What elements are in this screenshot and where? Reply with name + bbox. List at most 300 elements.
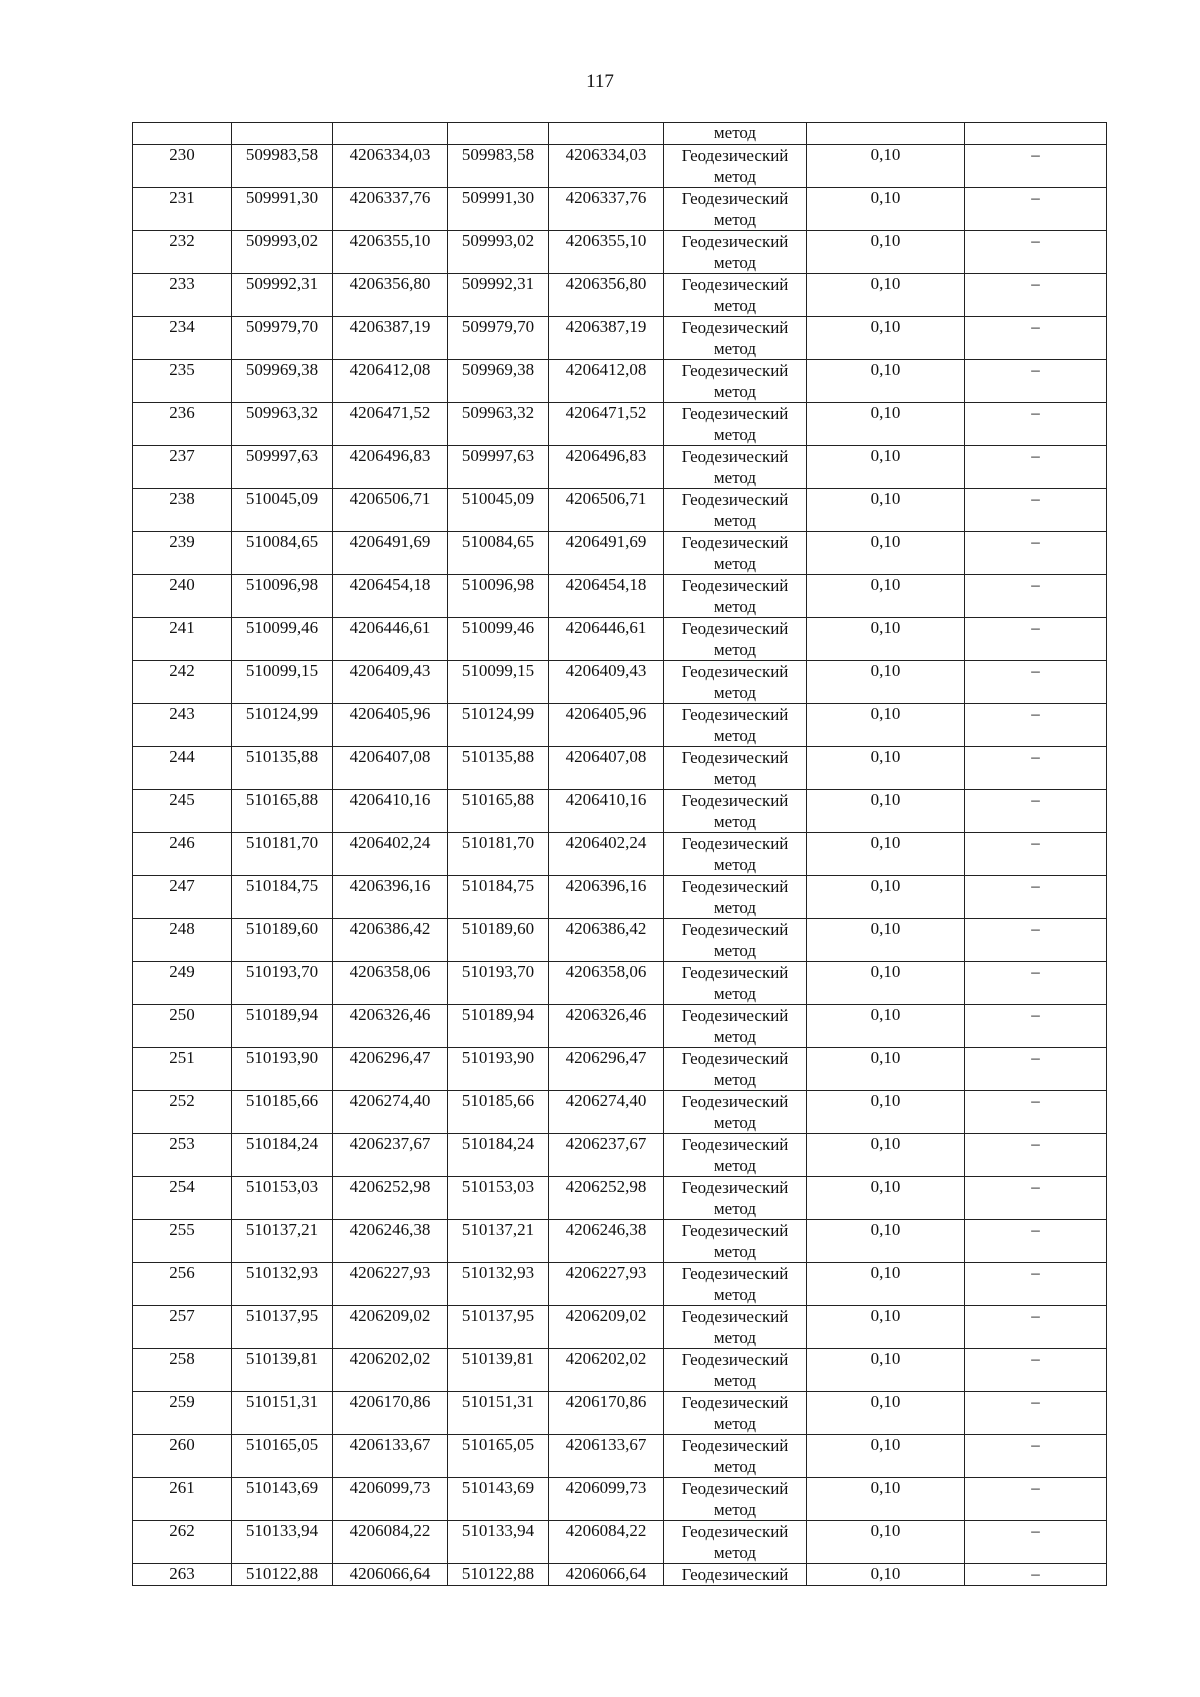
x-coordinate-cell: 510124,99: [232, 704, 333, 747]
table-row: [133, 1048, 1107, 1091]
point-number-cell: 255: [133, 1220, 232, 1263]
method-label-line2: метод: [713, 339, 757, 358]
note-cell: –: [965, 1134, 1107, 1177]
y-coordinate-new-cell: 4206386,42: [549, 919, 664, 962]
note-cell: –: [965, 618, 1107, 661]
y-coordinate-cell: 4206386,42: [333, 919, 448, 962]
table-row: [133, 747, 1107, 790]
x-coordinate-new-cell: 510135,88: [448, 747, 549, 790]
method-label-line1: Геодезический: [681, 404, 789, 423]
method-label-line1: Геодезический: [681, 275, 789, 294]
x-coordinate-cell: 510193,70: [232, 962, 333, 1005]
method-label-line1: Геодезический: [681, 791, 789, 810]
method-label-line1: Геодезический: [681, 1092, 789, 1111]
note-cell: –: [965, 575, 1107, 618]
accuracy-cell: 0,10: [807, 489, 965, 532]
note-cell: –: [965, 231, 1107, 274]
method-label-line2: метод: [713, 683, 757, 702]
method-cell: [664, 489, 807, 532]
point-number-cell: 241: [133, 618, 232, 661]
accuracy-cell: 0,10: [807, 1521, 965, 1564]
method-label-line2: метод: [713, 554, 757, 573]
x-coordinate-new-cell: 510124,99: [448, 704, 549, 747]
note-cell: –: [965, 1220, 1107, 1263]
x-coordinate-cell: 510099,46: [232, 618, 333, 661]
point-number-cell: 235: [133, 360, 232, 403]
method-label-line1: Геодезический: [681, 490, 789, 509]
x-coordinate-cell: 509963,32: [232, 403, 333, 446]
y-coordinate-cell: 4206084,22: [333, 1521, 448, 1564]
table-row: [133, 1263, 1107, 1306]
x-coordinate-cell: 510096,98: [232, 575, 333, 618]
table-row: [133, 618, 1107, 661]
method-label-line2: метод: [713, 296, 757, 315]
method-label-line1: Геодезический: [681, 1006, 789, 1025]
y-coordinate-cell: 4206296,47: [333, 1048, 448, 1091]
y-coordinate-new-cell: 4206407,08: [549, 747, 664, 790]
method-label-line2: метод: [713, 1199, 757, 1218]
y-coordinate-cell: 4206099,73: [333, 1478, 448, 1521]
y-coordinate-new-cell: 4206337,76: [549, 188, 664, 231]
y-coordinate-cell: 4206133,67: [333, 1435, 448, 1478]
method-label-line2: метод: [713, 898, 757, 917]
method-cell: [664, 1349, 807, 1392]
accuracy-cell: 0,10: [807, 360, 965, 403]
note-cell: –: [965, 1048, 1107, 1091]
note-cell: –: [965, 1564, 1107, 1586]
y-coordinate-new-cell: 4206133,67: [549, 1435, 664, 1478]
x-coordinate-new-cell: 510184,75: [448, 876, 549, 919]
x-coordinate-cell: 510181,70: [232, 833, 333, 876]
y-coordinate-new-cell: 4206405,96: [549, 704, 664, 747]
method-label-line2: метод: [713, 640, 757, 659]
y-coordinate-cell: 4206491,69: [333, 532, 448, 575]
accuracy-cell: 0,10: [807, 532, 965, 575]
note-cell: –: [965, 1349, 1107, 1392]
method-label-line2: метод: [713, 812, 757, 831]
accuracy-cell: 0,10: [807, 919, 965, 962]
accuracy-cell: 0,10: [807, 188, 965, 231]
method-cell: [664, 1564, 807, 1586]
accuracy-cell: 0,10: [807, 1306, 965, 1349]
x-coordinate-cell: 510185,66: [232, 1091, 333, 1134]
note-cell: –: [965, 274, 1107, 317]
method-cell: [664, 1048, 807, 1091]
point-number-cell: 249: [133, 962, 232, 1005]
table-row: [133, 1091, 1107, 1134]
table-row: [133, 1220, 1107, 1263]
accuracy-cell: 0,10: [807, 1005, 965, 1048]
x-coordinate-cell: 509983,58: [232, 145, 333, 188]
x-coordinate-new-cell: 510165,88: [448, 790, 549, 833]
y-coordinate-cell: 4206356,80: [333, 274, 448, 317]
method-label-line2: метод: [713, 511, 757, 530]
continuation-method-cell: метод: [664, 123, 807, 145]
table-row: [133, 1306, 1107, 1349]
method-cell: [664, 1134, 807, 1177]
accuracy-cell: 0,10: [807, 1177, 965, 1220]
point-number-cell: 258: [133, 1349, 232, 1392]
accuracy-cell: 0,10: [807, 1220, 965, 1263]
method-label-line1: Геодезический: [681, 1479, 789, 1498]
method-label-line1: Геодезический: [681, 834, 789, 853]
x-coordinate-new-cell: 510189,94: [448, 1005, 549, 1048]
accuracy-cell: 0,10: [807, 661, 965, 704]
y-coordinate-cell: 4206246,38: [333, 1220, 448, 1263]
method-label-line2: метод: [713, 597, 757, 616]
point-number-cell: 236: [133, 403, 232, 446]
y-coordinate-cell: 4206396,16: [333, 876, 448, 919]
y-coordinate-cell: 4206358,06: [333, 962, 448, 1005]
method-label-line2: метод: [713, 855, 757, 874]
x-coordinate-cell: 510139,81: [232, 1349, 333, 1392]
x-coordinate-new-cell: 510151,31: [448, 1392, 549, 1435]
table-row: [133, 1392, 1107, 1435]
table-row: [133, 1349, 1107, 1392]
accuracy-cell: 0,10: [807, 231, 965, 274]
method-cell: [664, 1005, 807, 1048]
method-cell: [664, 962, 807, 1005]
accuracy-cell: 0,10: [807, 403, 965, 446]
note-cell: –: [965, 1392, 1107, 1435]
table-body: [133, 123, 1107, 1586]
y-coordinate-new-cell: 4206227,93: [549, 1263, 664, 1306]
point-number-cell: 245: [133, 790, 232, 833]
table-row: [133, 1478, 1107, 1521]
table-row: [133, 1564, 1107, 1586]
accuracy-cell: 0,10: [807, 704, 965, 747]
point-number-cell: 247: [133, 876, 232, 919]
y-coordinate-new-cell: 4206356,80: [549, 274, 664, 317]
table-row: [133, 145, 1107, 188]
y-coordinate-cell: 4206409,43: [333, 661, 448, 704]
method-label-line2: метод: [713, 1070, 757, 1089]
table-row: [133, 1435, 1107, 1478]
accuracy-cell: 0,10: [807, 1435, 965, 1478]
x-coordinate-new-cell: 510143,69: [448, 1478, 549, 1521]
note-cell: –: [965, 962, 1107, 1005]
x-coordinate-cell: 510137,95: [232, 1306, 333, 1349]
method-cell: [664, 188, 807, 231]
x-coordinate-cell: 510137,21: [232, 1220, 333, 1263]
accuracy-cell: 0,10: [807, 790, 965, 833]
method-label-line1: Геодезический: [681, 447, 789, 466]
method-label-line1: Геодезический: [681, 189, 789, 208]
note-cell: –: [965, 1263, 1107, 1306]
point-number-cell: 238: [133, 489, 232, 532]
x-coordinate-cell: 510143,69: [232, 1478, 333, 1521]
x-coordinate-new-cell: 510084,65: [448, 532, 549, 575]
continuation-row: [133, 123, 1107, 145]
method-label-line1: Геодезический: [681, 361, 789, 380]
accuracy-cell: 0,10: [807, 575, 965, 618]
x-coordinate-cell: 510122,88: [232, 1564, 333, 1586]
x-coordinate-new-cell: 510045,09: [448, 489, 549, 532]
x-coordinate-cell: 509993,02: [232, 231, 333, 274]
x-coordinate-new-cell: 510165,05: [448, 1435, 549, 1478]
method-label-line2: метод: [713, 167, 757, 186]
y-coordinate-new-cell: 4206396,16: [549, 876, 664, 919]
y-coordinate-new-cell: 4206409,43: [549, 661, 664, 704]
point-number-cell: 262: [133, 1521, 232, 1564]
point-number-cell: 232: [133, 231, 232, 274]
y-coordinate-new-cell: 4206387,19: [549, 317, 664, 360]
method-label-line1: Геодезический: [681, 1221, 789, 1240]
method-label-line1: Геодезический: [681, 662, 789, 681]
x-coordinate-new-cell: 510096,98: [448, 575, 549, 618]
note-cell: –: [965, 489, 1107, 532]
y-coordinate-new-cell: 4206066,64: [549, 1564, 664, 1586]
method-label-line2: метод: [713, 1543, 757, 1562]
x-coordinate-cell: 510165,05: [232, 1435, 333, 1478]
method-label-line2: метод: [713, 1285, 757, 1304]
method-label-line1: Геодезический: [681, 146, 789, 165]
method-label-line1: Геодезический: [681, 1565, 789, 1584]
method-label-line1: Геодезический: [681, 1264, 789, 1283]
method-label-line2: метод: [713, 1457, 757, 1476]
point-number-cell: 252: [133, 1091, 232, 1134]
table-row: [133, 661, 1107, 704]
table-row: [133, 188, 1107, 231]
point-number-cell: 242: [133, 661, 232, 704]
y-coordinate-cell: 4206334,03: [333, 145, 448, 188]
point-number-cell: 231: [133, 188, 232, 231]
note-cell: –: [965, 747, 1107, 790]
note-cell: –: [965, 145, 1107, 188]
method-label-line1: Геодезический: [681, 1350, 789, 1369]
x-coordinate-new-cell: 510193,90: [448, 1048, 549, 1091]
method-cell: [664, 360, 807, 403]
table-row: [133, 790, 1107, 833]
method-cell: [664, 575, 807, 618]
method-label-line2: метод: [713, 769, 757, 788]
method-cell: [664, 919, 807, 962]
method-cell: [664, 618, 807, 661]
note-cell: –: [965, 1091, 1107, 1134]
coordinates-table: [132, 122, 1107, 1586]
y-coordinate-new-cell: 4206084,22: [549, 1521, 664, 1564]
accuracy-cell: 0,10: [807, 1091, 965, 1134]
method-label-line2: метод: [713, 1242, 757, 1261]
table-row: [133, 317, 1107, 360]
accuracy-cell: 0,10: [807, 1048, 965, 1091]
point-number-cell: 256: [133, 1263, 232, 1306]
method-label-line2: метод: [713, 941, 757, 960]
y-coordinate-new-cell: 4206471,52: [549, 403, 664, 446]
x-coordinate-new-cell: 510137,95: [448, 1306, 549, 1349]
method-cell: [664, 1263, 807, 1306]
note-cell: –: [965, 403, 1107, 446]
table-row: [133, 1005, 1107, 1048]
x-coordinate-cell: 510153,03: [232, 1177, 333, 1220]
note-cell: –: [965, 532, 1107, 575]
accuracy-cell: 0,10: [807, 1478, 965, 1521]
method-label-line1: Геодезический: [681, 920, 789, 939]
method-label-line2: метод: [713, 468, 757, 487]
x-coordinate-new-cell: 510139,81: [448, 1349, 549, 1392]
y-coordinate-new-cell: 4206099,73: [549, 1478, 664, 1521]
method-cell: [664, 1521, 807, 1564]
method-label-line2: метод: [713, 984, 757, 1003]
point-number-cell: 237: [133, 446, 232, 489]
y-coordinate-cell: 4206402,24: [333, 833, 448, 876]
x-coordinate-new-cell: 509993,02: [448, 231, 549, 274]
x-coordinate-cell: 509969,38: [232, 360, 333, 403]
x-coordinate-new-cell: 509979,70: [448, 317, 549, 360]
y-coordinate-new-cell: 4206355,10: [549, 231, 664, 274]
method-label-line1: Геодезический: [681, 748, 789, 767]
x-coordinate-new-cell: 510122,88: [448, 1564, 549, 1586]
method-label-line2: метод: [713, 253, 757, 272]
method-cell: [664, 833, 807, 876]
table-row: [133, 231, 1107, 274]
point-number-cell: 233: [133, 274, 232, 317]
method-label-line2: метод: [713, 210, 757, 229]
x-coordinate-new-cell: 509997,63: [448, 446, 549, 489]
y-coordinate-new-cell: 4206296,47: [549, 1048, 664, 1091]
x-coordinate-cell: 510189,60: [232, 919, 333, 962]
note-cell: –: [965, 1521, 1107, 1564]
x-coordinate-new-cell: 509991,30: [448, 188, 549, 231]
method-cell: [664, 790, 807, 833]
x-coordinate-cell: 510165,88: [232, 790, 333, 833]
y-coordinate-new-cell: 4206410,16: [549, 790, 664, 833]
method-label-line1: Геодезический: [681, 705, 789, 724]
method-cell: [664, 231, 807, 274]
point-number-cell: 263: [133, 1564, 232, 1586]
method-label-line1: Геодезический: [681, 1522, 789, 1541]
x-coordinate-new-cell: 510137,21: [448, 1220, 549, 1263]
point-number-cell: 261: [133, 1478, 232, 1521]
method-label-line1: Геодезический: [681, 877, 789, 896]
table-row: [133, 1134, 1107, 1177]
x-coordinate-new-cell: 510184,24: [448, 1134, 549, 1177]
point-number-cell: 246: [133, 833, 232, 876]
y-coordinate-cell: 4206471,52: [333, 403, 448, 446]
note-cell: –: [965, 790, 1107, 833]
accuracy-cell: 0,10: [807, 618, 965, 661]
y-coordinate-cell: 4206410,16: [333, 790, 448, 833]
y-coordinate-cell: 4206454,18: [333, 575, 448, 618]
note-cell: –: [965, 317, 1107, 360]
method-cell: [664, 1177, 807, 1220]
x-coordinate-new-cell: 509992,31: [448, 274, 549, 317]
x-coordinate-cell: 509997,63: [232, 446, 333, 489]
x-coordinate-new-cell: 510185,66: [448, 1091, 549, 1134]
y-coordinate-cell: 4206066,64: [333, 1564, 448, 1586]
point-number-cell: 251: [133, 1048, 232, 1091]
method-cell: [664, 704, 807, 747]
table-row: [133, 704, 1107, 747]
x-coordinate-new-cell: 509963,32: [448, 403, 549, 446]
note-cell: –: [965, 661, 1107, 704]
method-label-line1: Геодезический: [681, 1049, 789, 1068]
table-row: [133, 446, 1107, 489]
y-coordinate-cell: 4206274,40: [333, 1091, 448, 1134]
y-coordinate-new-cell: 4206446,61: [549, 618, 664, 661]
point-number-cell: 253: [133, 1134, 232, 1177]
table-row: [133, 403, 1107, 446]
note-cell: –: [965, 1478, 1107, 1521]
table-row: [133, 876, 1107, 919]
method-label-line2: метод: [713, 1027, 757, 1046]
y-coordinate-cell: 4206252,98: [333, 1177, 448, 1220]
method-label-line2: метод: [713, 425, 757, 444]
method-cell: [664, 1435, 807, 1478]
x-coordinate-new-cell: 510099,46: [448, 618, 549, 661]
y-coordinate-cell: 4206496,83: [333, 446, 448, 489]
accuracy-cell: 0,10: [807, 1392, 965, 1435]
x-coordinate-cell: 510184,75: [232, 876, 333, 919]
method-cell: [664, 1220, 807, 1263]
y-coordinate-new-cell: 4206358,06: [549, 962, 664, 1005]
method-label-line2: метод: [713, 1371, 757, 1390]
x-coordinate-cell: 510184,24: [232, 1134, 333, 1177]
method-label-line2: метод: [713, 1113, 757, 1132]
y-coordinate-cell: 4206237,67: [333, 1134, 448, 1177]
y-coordinate-cell: 4206446,61: [333, 618, 448, 661]
x-coordinate-new-cell: 509969,38: [448, 360, 549, 403]
point-number-cell: 240: [133, 575, 232, 618]
method-label-line1: Геодезический: [681, 232, 789, 251]
y-coordinate-cell: 4206412,08: [333, 360, 448, 403]
x-coordinate-new-cell: 510099,15: [448, 661, 549, 704]
y-coordinate-new-cell: 4206496,83: [549, 446, 664, 489]
y-coordinate-cell: 4206337,76: [333, 188, 448, 231]
method-cell: [664, 532, 807, 575]
x-coordinate-new-cell: 510189,60: [448, 919, 549, 962]
y-coordinate-cell: 4206506,71: [333, 489, 448, 532]
y-coordinate-cell: 4206355,10: [333, 231, 448, 274]
x-coordinate-cell: 509992,31: [232, 274, 333, 317]
x-coordinate-new-cell: 510193,70: [448, 962, 549, 1005]
point-number-cell: 259: [133, 1392, 232, 1435]
accuracy-cell: 0,10: [807, 317, 965, 360]
note-cell: –: [965, 446, 1107, 489]
method-cell: [664, 446, 807, 489]
method-cell: [664, 1478, 807, 1521]
method-label-line1: Геодезический: [681, 533, 789, 552]
table-row: [133, 919, 1107, 962]
accuracy-cell: 0,10: [807, 833, 965, 876]
method-label-line1: Геодезический: [681, 1178, 789, 1197]
note-cell: –: [965, 1005, 1107, 1048]
accuracy-cell: 0,10: [807, 1134, 965, 1177]
y-coordinate-new-cell: 4206412,08: [549, 360, 664, 403]
point-number-cell: 254: [133, 1177, 232, 1220]
method-label-line1: Геодезический: [681, 1135, 789, 1154]
y-coordinate-new-cell: 4206402,24: [549, 833, 664, 876]
accuracy-cell: 0,10: [807, 446, 965, 489]
accuracy-cell: 0,10: [807, 747, 965, 790]
table-row: [133, 1521, 1107, 1564]
method-cell: [664, 661, 807, 704]
y-coordinate-cell: 4206405,96: [333, 704, 448, 747]
table-row: [133, 575, 1107, 618]
y-coordinate-new-cell: 4206334,03: [549, 145, 664, 188]
note-cell: –: [965, 360, 1107, 403]
y-coordinate-new-cell: 4206454,18: [549, 575, 664, 618]
point-number-cell: 234: [133, 317, 232, 360]
y-coordinate-new-cell: 4206274,40: [549, 1091, 664, 1134]
page-number: 117: [586, 71, 614, 92]
note-cell: –: [965, 1435, 1107, 1478]
method-label-line1: Геодезический: [681, 619, 789, 638]
method-label-line1: Геодезический: [681, 1307, 789, 1326]
x-coordinate-new-cell: 510132,93: [448, 1263, 549, 1306]
method-label-line1: Геодезический: [681, 1436, 789, 1455]
x-coordinate-cell: 510189,94: [232, 1005, 333, 1048]
